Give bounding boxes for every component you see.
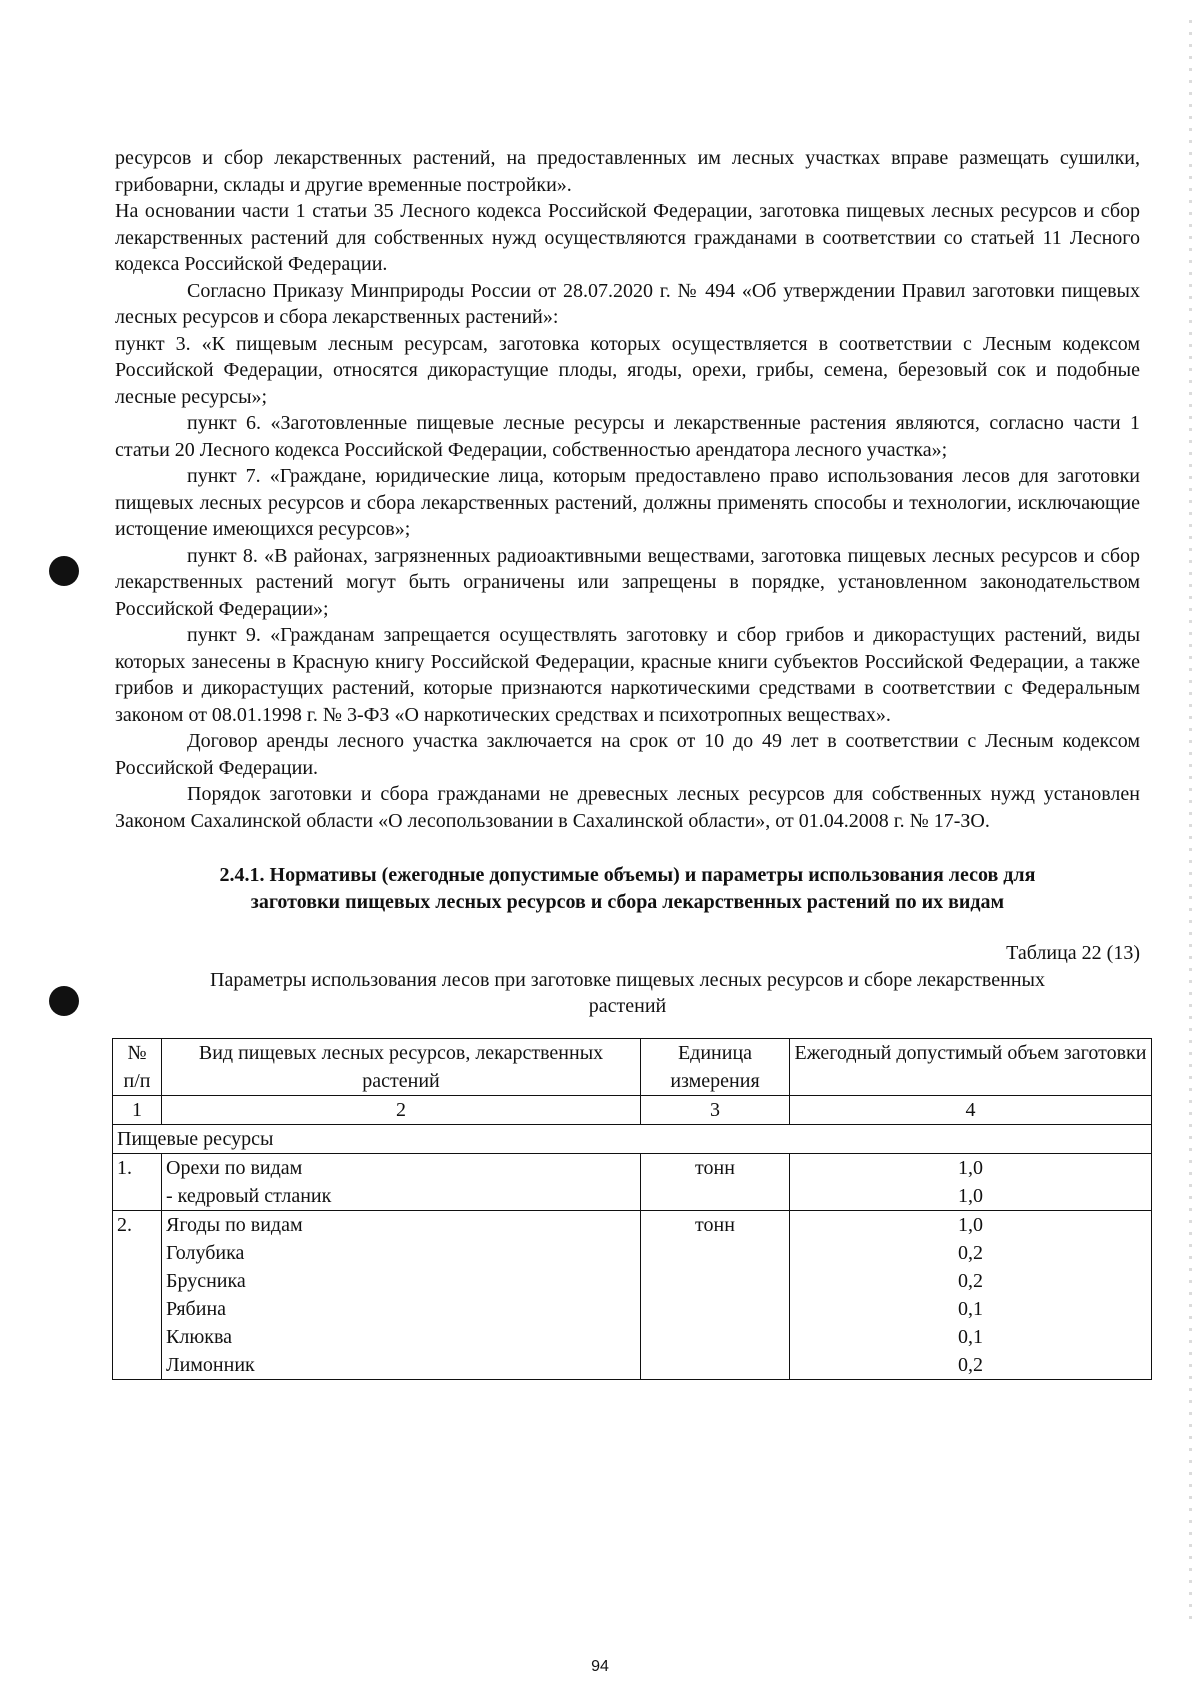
paragraph: пункт 8. «В районах, загрязненных радиоактивными веществами, заготовка пищевых лесных ресурсов и сбор лекарственных растений могут быть ограничены или запрещены в порядке, установленном законодательством Российской Федерации»;	[115, 544, 1140, 620]
row-resource-names	[162, 1210, 641, 1379]
resource-name: Орехи по видам	[166, 1156, 303, 1179]
resource-name: Голубика	[166, 1241, 245, 1264]
table-header-row	[113, 1038, 1152, 1095]
volume-value: 1,0	[958, 1184, 983, 1207]
table-section-label: Пищевые ресурсы	[113, 1124, 1152, 1153]
table-section-row	[113, 1124, 1152, 1153]
header-col-4: 4	[790, 1095, 1152, 1124]
table-header-numbers-row	[113, 1095, 1152, 1124]
binder-hole-top	[49, 556, 79, 586]
table-row	[113, 1153, 1152, 1210]
table-data-rows	[113, 1153, 1152, 1379]
volume-value: 0,2	[958, 1269, 983, 1292]
paragraph: Порядок заготовки и сбора гражданами не древесных лесных ресурсов для собственных нужд установлен Законом Сахалинской области «О лесопользовании в Сахалинской области», от 01.04.2008 г. № 17-ЗО.	[115, 783, 1140, 832]
table-title	[115, 967, 1140, 1020]
paragraph: пункт 9. «Гражданам запрещается осуществлять заготовку и сбор грибов и дикорастущих растений, виды которых занесены в Красную книгу Российской Федерации, красные книги субъектов Российской Федерации, а также грибов и дикорастущих растений, которые признаются наркотическими средствами в соответствии с Федеральным законом от 08.01.1998 г. № 3-ФЗ «О наркотических средствах и психотропных веществах».	[115, 624, 1140, 726]
paragraph: пункт 7. «Граждане, юридические лица, которым предоставлено право использования лесов для заготовки пищевых лесных ресурсов и сбора лекарственных растений, должны применять способы и технологии, исключающие истощение имеющихся ресурсов»;	[115, 465, 1140, 540]
volume-value: 1,0	[958, 1156, 983, 1179]
volume-value: 0,1	[958, 1325, 983, 1348]
row-number: 1.	[113, 1153, 162, 1210]
volume-value: 0,2	[958, 1241, 983, 1264]
table-title-line2: растений	[588, 995, 667, 1017]
paragraph: На основании части 1 статьи 35 Лесного кодекса Российской Федерации, заготовка пищевых лесных ресурсов и сбор лекарственных растений для собственных нужд осуществляются гражданами в соответствии со статьей 11 Лесного кодекса Российской Федерации.	[115, 200, 1140, 275]
resource-name: Клюква	[166, 1325, 233, 1348]
table-row	[113, 1210, 1152, 1379]
paragraph: пункт 3. «К пищевым лесным ресурсам, заготовка которых осуществляется в соответствии с Лесным кодексом Российской Федерации, относятся дикорастущие плоды, ягоды, орехи, грибы, семена, березовый сок и подобные лесные ресурсы»;	[115, 332, 1140, 408]
header-col-2: 2	[162, 1095, 641, 1124]
volume-value: 0,2	[958, 1353, 983, 1376]
paragraph: пункт 6. «Заготовленные пищевые лесные ресурсы и лекарственные растения являются, согласно части 1 статьи 20 Лесного кодекса Российской Федерации, собственностью арендатора лесного участка»;	[115, 412, 1140, 461]
row-unit: тонн	[641, 1210, 790, 1379]
scan-edge-noise	[1189, 20, 1192, 1620]
resource-name: Лимонник	[166, 1353, 255, 1376]
row-volumes	[790, 1153, 1152, 1210]
resources-table	[112, 1038, 1152, 1380]
resource-name: Рябина	[166, 1297, 227, 1320]
volume-value: 0,1	[958, 1297, 983, 1320]
resource-name: Ягоды по видам	[166, 1213, 303, 1236]
table-title-line1: Параметры использования лесов при заготовке пищевых лесных ресурсов и сборе лекарственных	[210, 968, 1045, 991]
table-number: Таблица 22 (13)	[1006, 942, 1140, 964]
section-heading-line1: 2.4.1. Нормативы (ежегодные допустимые объемы) и параметры использования лесов для	[219, 864, 1036, 886]
binder-hole-bottom	[49, 986, 79, 1016]
header-num: № п/п	[113, 1038, 162, 1095]
row-volumes	[790, 1210, 1152, 1379]
section-heading-line2: заготовки пищевых лесных ресурсов и сбора лекарственных растений по их видам	[250, 891, 1005, 913]
header-col-3: 3	[641, 1095, 790, 1124]
resource-name: Брусника	[166, 1269, 246, 1292]
header-type: Вид пищевых лесных ресурсов, лекарственных растений	[162, 1038, 641, 1095]
header-volume: Ежегодный допустимый объем заготовки	[790, 1038, 1152, 1095]
row-resource-names	[162, 1153, 641, 1210]
row-number: 2.	[113, 1210, 162, 1379]
header-unit: Единица измерения	[641, 1038, 790, 1095]
paragraph: Договор аренды лесного участка заключается на срок от 10 до 49 лет в соответствии с Лесным кодексом Российской Федерации.	[115, 730, 1140, 779]
section-heading	[115, 862, 1140, 916]
volume-value: 1,0	[958, 1213, 983, 1236]
paragraph: ресурсов и сбор лекарственных растений, на предоставленных им лесных участках вправе размещать сушилки, грибоварни, склады и другие временные постройки».	[115, 147, 1140, 196]
resource-name: - кедровый стланик	[166, 1184, 332, 1207]
document-page	[115, 145, 1147, 1380]
page-number: 94	[591, 1658, 609, 1675]
body-text	[115, 145, 1140, 834]
row-unit: тонн	[641, 1153, 790, 1210]
paragraph: Согласно Приказу Минприроды России от 28.07.2020 г. № 494 «Об утверждении Правил заготовки пищевых лесных ресурсов и сбора лекарственных растений»:	[115, 279, 1140, 328]
header-col-1: 1	[113, 1095, 162, 1124]
